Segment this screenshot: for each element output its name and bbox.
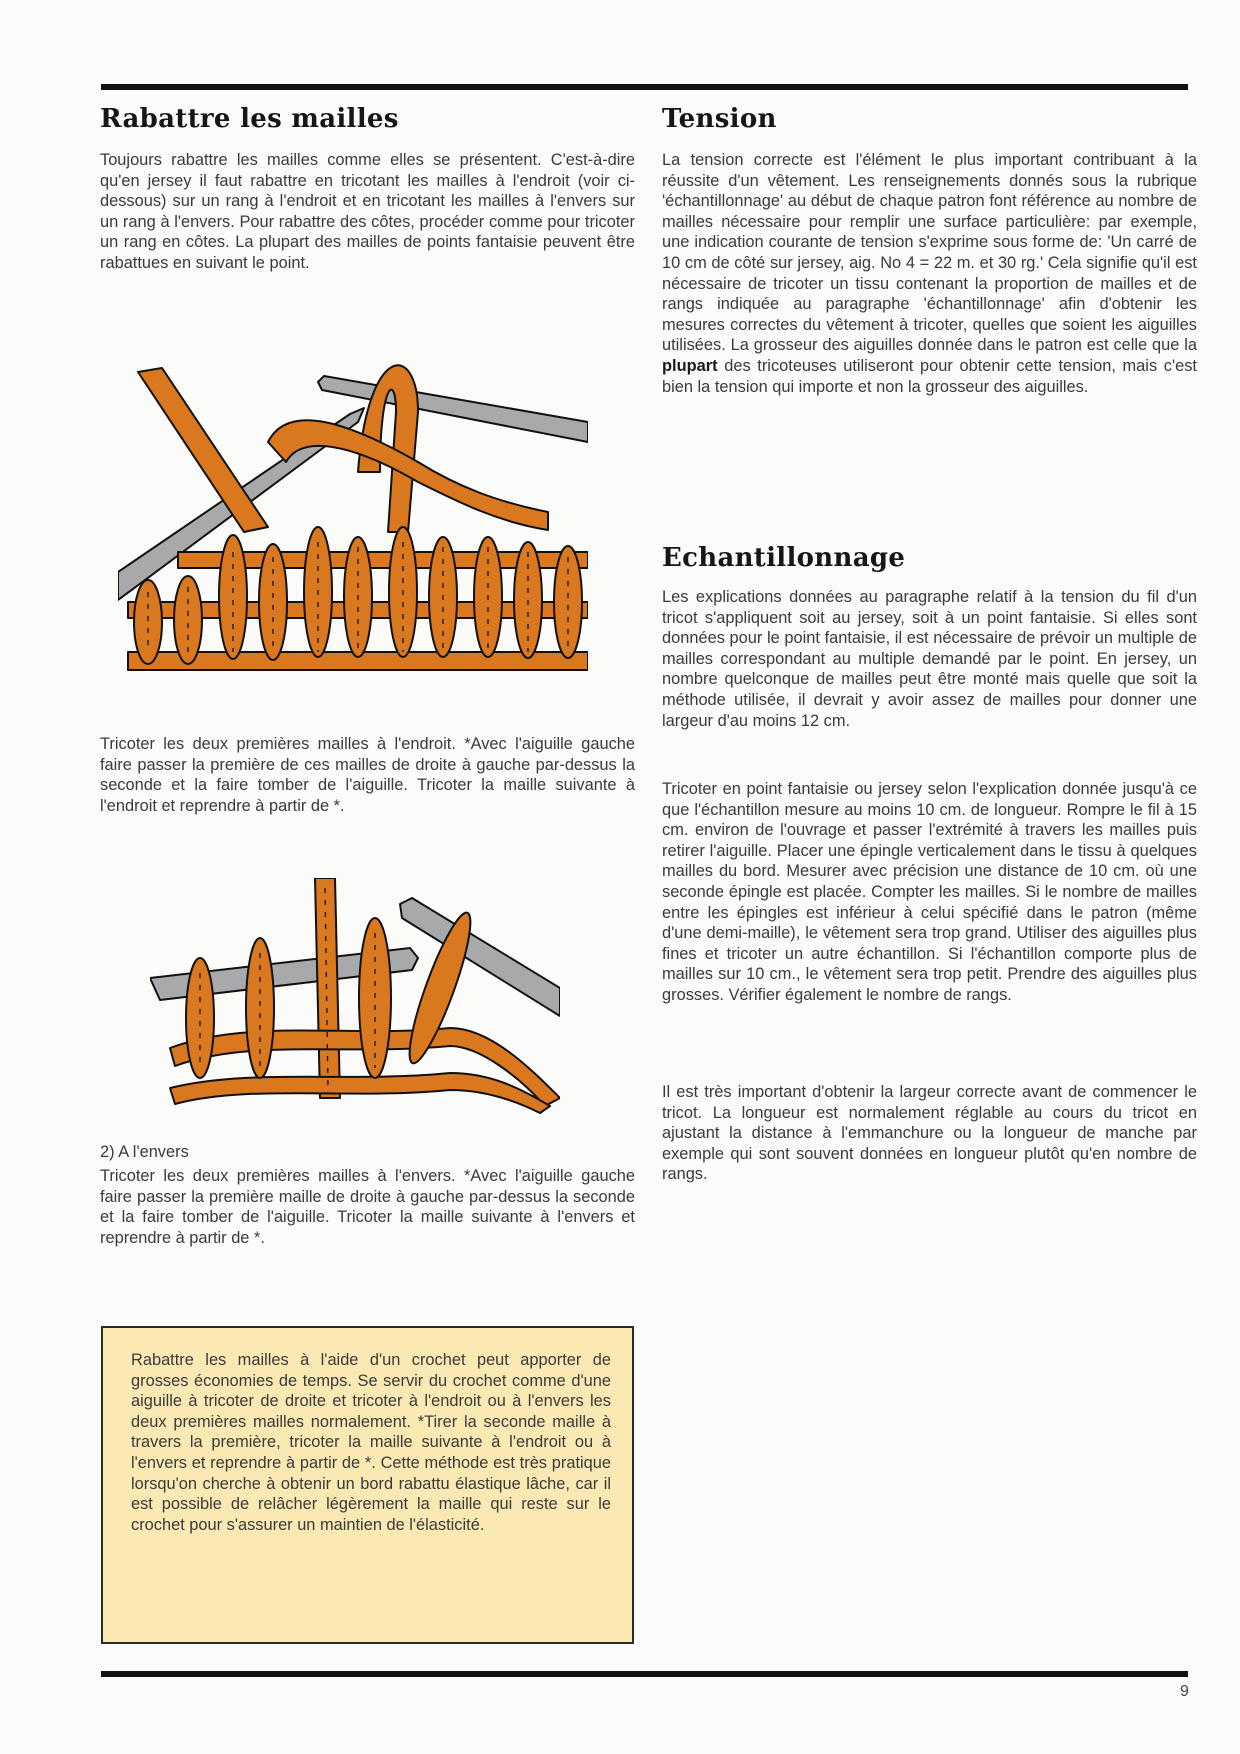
top-rule (101, 84, 1188, 90)
knit-bindoff-figure (118, 352, 588, 712)
tension-paragraph (662, 150, 1197, 397)
figure2-caption: Tricoter les deux premières mailles à l'envers. *Avec l'aiguille gauche faire passer la première maille de droite à gauche par-dessus la seconde et la faire tomber de l'aiguille. Tricoter la maille suivante à l'envers et reprendre à partir de *. (100, 1167, 635, 1247)
intro-paragraph: Toujours rabattre les mailles comme elles se présentent. C'est-à-dire qu'en jersey il faut rabattre en tricotant les mailles à l'endroit (voir ci-dessous) sur un rang à l'endroit et en tricotant les mailles à l'envers sur un rang à l'envers. Pour rabattre des côtes, procéder comme pour tricoter un rang en côtes. La plupart des mailles de points fantaisie peuvent être rabattues en suivant le point. (100, 151, 635, 272)
bottom-rule (101, 1671, 1188, 1677)
crochet-tip-callout (101, 1326, 634, 1644)
echantillonnage-paragraph-3: Il est très important d'obtenir la largeur correcte avant de commencer le tricot. La longueur est normalement réglable au cours du tricot en ajustant la distance à l'emmanchure ou la longueur de manche par exemple qui sont souvent données en longueur plutôt qu'en nombre de rangs. (662, 1083, 1197, 1184)
heading-echantillonnage: Echantillonnage (662, 543, 906, 573)
echantillonnage-paragraph-2: Tricoter en point fantaisie ou jersey selon l'explication donnée jusqu'à ce que l'échantillon mesure au moins 10 cm. de longueur. Rompre le fil à 15 cm. environ de l'ouvrage et passer l'extrémité à travers les mailles puis retirer l'aiguille. Placer une épingle verticalement dans le tissu à quelques mailles du bord. Mesurer avec précision une distance de 10 cm. où une seconde épingle est placée. Compter les mailles. Si le nombre de mailles entre les épingles est inférieur à celui spécifié dans le patron (même d'une demi-maille), le vêtement sera trop grand. Utiliser des aiguilles plus fines et tricoter un autre échantillon. Si l'échantillon comporte plus de mailles sur 10 cm., le vêtement sera trop petit. Prendre des aiguilles plus grosses. Vérifier également le nombre de rangs. (662, 780, 1197, 1004)
knitting-knit-bindoff-illustration-icon (118, 352, 588, 712)
tension-text-part1: La tension correcte est l'élément le plus important contribuant à la réussite d'un vêtement. Les renseignements donnés sous la rubrique 'échantillonnage' au début de chaque patron font référence au nombre de mailles nécessaire pour remplir une surface particulière: par exemple, une indication courante de tension s'exprime sous forme de: 'Un carré de 10 cm de côté sur jersey, aig. No 4 = 22 m. et 30 rg.' Cela signifie qu'il est nécessaire de tricoter un tissu contenant la proportion de mailles et de rangs indiquée au paragraphe 'échantillonnage' afin d'obtenir les mesures correctes du vêtement à tricoter, quelles que soient les aiguilles utilisées. La grosseur des aiguilles donnée dans le patron est celle que la (662, 151, 1197, 355)
purl-bindoff-figure (150, 878, 560, 1118)
tension-bold-word: plupart (662, 356, 718, 375)
heading-rabattre-les-mailles: Rabattre les mailles (100, 104, 399, 134)
callout-text: Rabattre les mailles à l'aide d'un crochet peut apporter de grosses économies de temps. Se servir du crochet comme d'une aiguille à tricoter de droite et tricoter à l'endroit ou à l'envers les deux premières mailles normalement. *Tirer la seconde maille à travers la première, tricoter la maille suivante à l'endroit ou à l'envers et reprendre à partir de *. Cette méthode est très pratique lorsqu'on cherche à obtenir un bord rabattu élastique lâche, car il est possible de relâcher légèrement la maille qui reste sur le crochet pour s'assurer un maintien de l'élasticité. (131, 1351, 611, 1534)
figure2-label: 2) A l'envers (100, 1143, 189, 1161)
knitting-purl-bindoff-illustration-icon (150, 878, 560, 1118)
tension-text-part2: des tricoteuses utiliseront pour obtenir cette tension, mais c'est bien la tension qui importe et non la grosseur des aiguilles. (662, 356, 1197, 396)
echantillonnage-paragraph-1: Les explications données au paragraphe relatif à la tension du fil d'un tricot s'appliquent soit au jersey, soit à un point fantaisie. Si elles sont données pour le point fantaisie, il est nécessaire de prévoir un multiple de mailles correspondant au multiple demandé par le point. En jersey, un nombre quelconque de mailles peut être monté mais quelle que soit la méthode utilisée, il devrait y avoir assez de mailles pour donner une largeur d'au moins 12 cm. (662, 588, 1197, 730)
page-number: 9 (1180, 1683, 1189, 1700)
heading-tension: Tension (662, 104, 777, 134)
figure1-caption: Tricoter les deux premières mailles à l'endroit. *Avec l'aiguille gauche faire passer la première de ces mailles de droite à gauche par-dessus la seconde et la faire tomber de l'aiguille. Tricoter la maille suivante à l'endroit et reprendre à partir de *. (100, 735, 635, 815)
